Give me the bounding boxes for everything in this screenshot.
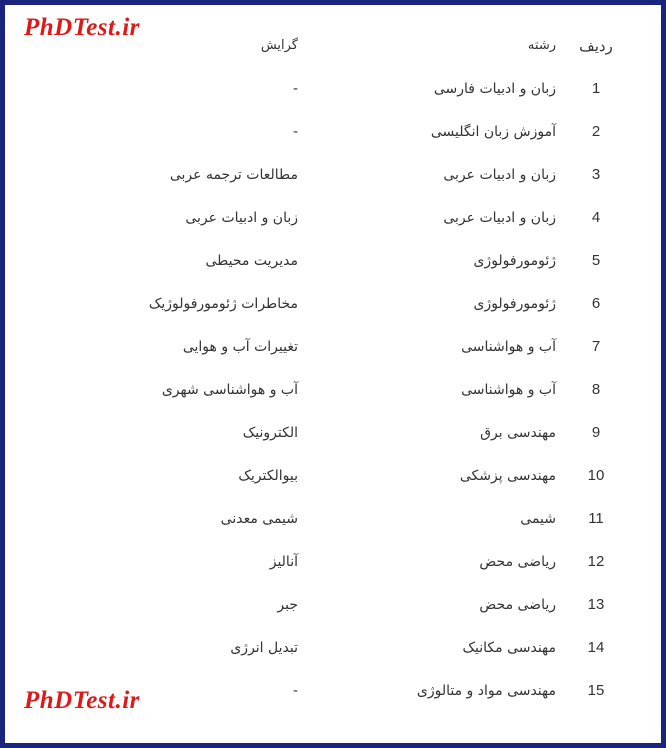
row-num: 15 [587, 682, 605, 699]
row-specialization: جبر [277, 596, 298, 613]
table-row [40, 497, 636, 540]
table-row [40, 325, 636, 368]
table-row [40, 239, 636, 282]
row-field: آب و هواشناسی [461, 338, 556, 355]
table-row [40, 454, 636, 497]
row-field: شیمی [520, 510, 556, 527]
watermark-bottom: PhDTest.ir [24, 687, 140, 714]
row-field: ژئومورفولوژی [473, 295, 556, 312]
row-field: مهندسی مکانیک [462, 639, 556, 656]
row-specialization: زبان و ادبیات عربی [185, 209, 298, 226]
header-num: ردیف [579, 37, 613, 55]
row-field: ریاضی محض [479, 553, 556, 570]
row-field: زبان و ادبیات عربی [443, 209, 556, 226]
row-field: زبان و ادبیات فارسی [433, 80, 556, 97]
row-specialization: - [292, 682, 298, 699]
row-specialization: آنالیز [269, 553, 298, 570]
row-field: مهندسی مواد و متالوژی [416, 682, 556, 699]
row-specialization: شیمی معدنی [220, 510, 298, 527]
table-row [40, 196, 636, 239]
row-num: 4 [591, 209, 601, 226]
row-num: 3 [591, 166, 601, 183]
row-specialization: تبدیل انرژی [230, 639, 298, 656]
row-specialization: مخاطرات ژئومورفولوژیک [148, 295, 298, 312]
row-specialization: مدیریت محیطی [205, 252, 298, 269]
row-num: 9 [591, 424, 601, 441]
watermark-top: PhDTest.ir [24, 14, 140, 41]
row-num: 1 [591, 80, 601, 97]
row-num: 13 [587, 596, 605, 613]
row-specialization: - [292, 80, 298, 97]
row-specialization: - [292, 123, 298, 140]
table-row [40, 540, 636, 583]
row-field: آموزش زبان انگلیسی [430, 123, 556, 140]
table-header-row [40, 24, 636, 67]
table-row [40, 282, 636, 325]
row-num: 11 [588, 510, 604, 527]
row-specialization: الکترونیک [242, 424, 298, 441]
row-num: 14 [587, 639, 605, 656]
table-row [40, 110, 636, 153]
row-num: 10 [587, 467, 605, 484]
row-num: 2 [591, 123, 601, 140]
row-field: مهندسی برق [480, 424, 556, 441]
row-num: 6 [591, 295, 601, 312]
header-field: رشته [527, 38, 556, 53]
row-num: 8 [591, 381, 601, 398]
header-specialization: گرایش [260, 38, 298, 53]
table-row [40, 583, 636, 626]
row-specialization: مطالعات ترجمه عربی [169, 166, 298, 183]
row-field: ریاضی محض [479, 596, 556, 613]
row-field: زبان و ادبیات عربی [443, 166, 556, 183]
table-row [40, 67, 636, 110]
row-specialization: آب و هواشناسی شهری [161, 381, 298, 398]
table-row [40, 368, 636, 411]
row-field: مهندسی پزشکی [459, 467, 556, 484]
fields-table [40, 24, 636, 712]
row-num: 7 [591, 338, 601, 355]
row-field: ژئومورفولوژی [473, 252, 556, 269]
row-specialization: تغییرات آب و هوایی [182, 338, 298, 355]
table-row [40, 626, 636, 669]
row-num: 12 [587, 553, 605, 570]
row-num: 5 [591, 252, 601, 269]
table-row [40, 153, 636, 196]
row-specialization: بیوالکتریک [238, 467, 298, 484]
row-field: آب و هواشناسی [461, 381, 556, 398]
table-row [40, 411, 636, 454]
